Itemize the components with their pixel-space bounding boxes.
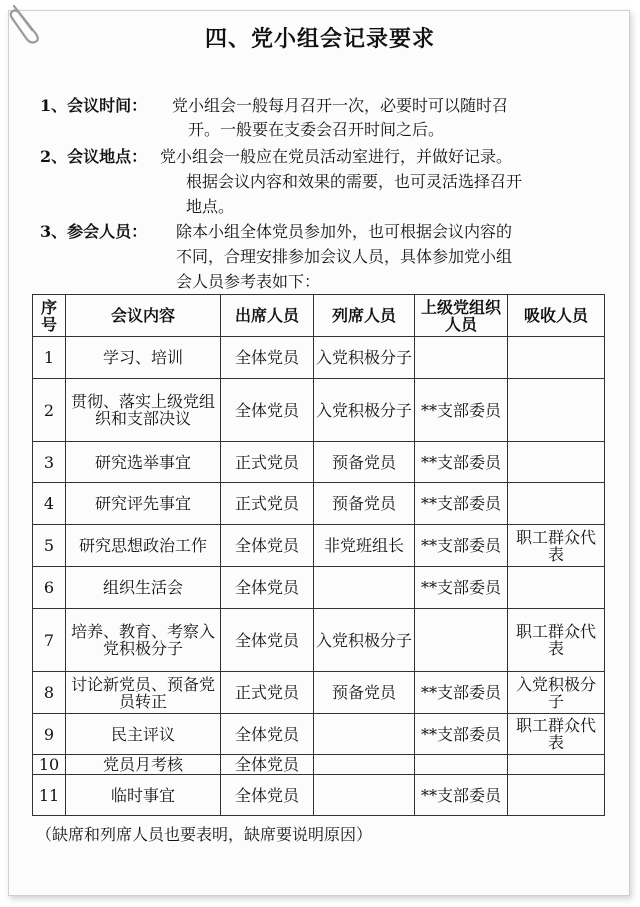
cell-superior: **支部委员 xyxy=(415,483,508,525)
header-observers: 列席人员 xyxy=(314,295,415,337)
cell-observers: 入党积极分子 xyxy=(314,337,415,379)
cell-content: 党员月考核 xyxy=(66,755,221,775)
cell-content: 培养、教育、考察入党积极分子 xyxy=(66,609,221,672)
cell-absorbed xyxy=(508,337,605,379)
cell-attendees: 正式党员 xyxy=(221,672,314,714)
table-row xyxy=(33,525,605,567)
cell-index: 7 xyxy=(33,609,66,672)
cell-superior xyxy=(415,609,508,672)
cell-superior: **支部委员 xyxy=(415,442,508,483)
cell-attendees: 正式党员 xyxy=(221,483,314,525)
cell-observers: 入党积极分子 xyxy=(314,379,415,442)
table-row xyxy=(33,379,605,442)
table-header-row xyxy=(33,295,605,337)
table-row xyxy=(33,672,605,714)
cell-absorbed xyxy=(508,483,605,525)
cell-attendees: 全体党员 xyxy=(221,337,314,379)
cell-attendees: 全体党员 xyxy=(221,379,314,442)
table-row xyxy=(33,755,605,775)
cell-content: 组织生活会 xyxy=(66,567,221,609)
cell-observers: 预备党员 xyxy=(314,483,415,525)
cell-absorbed xyxy=(508,775,605,816)
header-superior: 上级党组织人员 xyxy=(415,295,508,337)
section-1-label: 1、会议时间： xyxy=(40,96,148,115)
cell-superior: **支部委员 xyxy=(415,379,508,442)
cell-index: 9 xyxy=(33,714,66,755)
cell-observers xyxy=(314,714,415,755)
cell-index: 4 xyxy=(33,483,66,525)
cell-absorbed xyxy=(508,567,605,609)
header-attendees: 出席人员 xyxy=(221,295,314,337)
cell-index: 1 xyxy=(33,337,66,379)
cell-index: 5 xyxy=(33,525,66,567)
cell-content: 研究选举事宜 xyxy=(66,442,221,483)
cell-content: 民主评议 xyxy=(66,714,221,755)
attendee-reference-table xyxy=(32,294,605,816)
cell-superior: **支部委员 xyxy=(415,775,508,816)
cell-index: 11 xyxy=(33,775,66,816)
cell-attendees: 全体党员 xyxy=(221,755,314,775)
cell-attendees: 全体党员 xyxy=(221,714,314,755)
section-3-label: 3、参会人员： xyxy=(40,222,148,241)
cell-absorbed xyxy=(508,755,605,775)
cell-superior: **支部委员 xyxy=(415,567,508,609)
table-row xyxy=(33,609,605,672)
cell-content: 临时事宜 xyxy=(66,775,221,816)
cell-observers xyxy=(314,775,415,816)
cell-observers: 非党班组长 xyxy=(314,525,415,567)
cell-superior: **支部委员 xyxy=(415,525,508,567)
page-title: 四、党小组会记录要求 xyxy=(204,26,435,52)
cell-content: 学习、培训 xyxy=(66,337,221,379)
table-row xyxy=(33,337,605,379)
cell-absorbed: 职工群众代表 xyxy=(508,525,605,567)
cell-attendees: 正式党员 xyxy=(221,442,314,483)
cell-content: 研究评先事宜 xyxy=(66,483,221,525)
cell-absorbed xyxy=(508,442,605,483)
cell-attendees: 全体党员 xyxy=(221,567,314,609)
header-absorbed: 吸收人员 xyxy=(508,295,605,337)
cell-absorbed xyxy=(508,379,605,442)
cell-index: 3 xyxy=(33,442,66,483)
section-2-label: 2、会议地点： xyxy=(40,147,148,166)
cell-content: 讨论新党员、预备党员转正 xyxy=(66,672,221,714)
table-row xyxy=(33,442,605,483)
header-content: 会议内容 xyxy=(66,295,221,337)
cell-superior xyxy=(415,337,508,379)
section-1-line-2: 开。一般要在支委会召开时间之后。 xyxy=(188,120,445,139)
cell-observers: 入党积极分子 xyxy=(314,609,415,672)
cell-observers xyxy=(314,755,415,775)
cell-observers: 预备党员 xyxy=(314,672,415,714)
table-row xyxy=(33,775,605,816)
section-2-line-3: 地点。 xyxy=(186,197,235,216)
cell-absorbed: 职工群众代表 xyxy=(508,714,605,755)
cell-content: 研究思想政治工作 xyxy=(66,525,221,567)
cell-content: 贯彻、落实上级党组织和支部决议 xyxy=(66,379,221,442)
cell-index: 10 xyxy=(33,755,66,775)
cell-attendees: 全体党员 xyxy=(221,775,314,816)
cell-superior: **支部委员 xyxy=(415,714,508,755)
cell-observers xyxy=(314,567,415,609)
cell-superior: **支部委员 xyxy=(415,672,508,714)
section-3-line-3: 会人员参考表如下： xyxy=(176,272,321,291)
table-row xyxy=(33,483,605,525)
header-index: 序号 xyxy=(33,295,66,337)
cell-index: 8 xyxy=(33,672,66,714)
cell-superior xyxy=(415,755,508,775)
cell-attendees: 全体党员 xyxy=(221,525,314,567)
section-3-line-2: 不同，合理安排参加会议人员，具体参加党小组 xyxy=(176,247,513,266)
section-1-line-1: 党小组会一般每月召开一次，必要时可以随时召 xyxy=(172,96,509,115)
section-3-line-1: 除本小组全体党员参加外，也可根据会议内容的 xyxy=(176,222,513,241)
cell-absorbed: 入党积极分子 xyxy=(508,672,605,714)
cell-absorbed: 职工群众代表 xyxy=(508,609,605,672)
cell-index: 6 xyxy=(33,567,66,609)
footnote: （缺席和列席人员也要表明，缺席要说明原因） xyxy=(36,825,373,844)
section-2-line-1: 党小组会一般应在党员活动室进行，并做好记录。 xyxy=(160,147,513,166)
table-row xyxy=(33,714,605,755)
section-2-line-2: 根据会议内容和效果的需要，也可灵活选择召开 xyxy=(186,172,523,191)
cell-observers: 预备党员 xyxy=(314,442,415,483)
cell-index: 2 xyxy=(33,379,66,442)
table-body xyxy=(33,337,605,816)
table-row xyxy=(33,567,605,609)
cell-attendees: 全体党员 xyxy=(221,609,314,672)
